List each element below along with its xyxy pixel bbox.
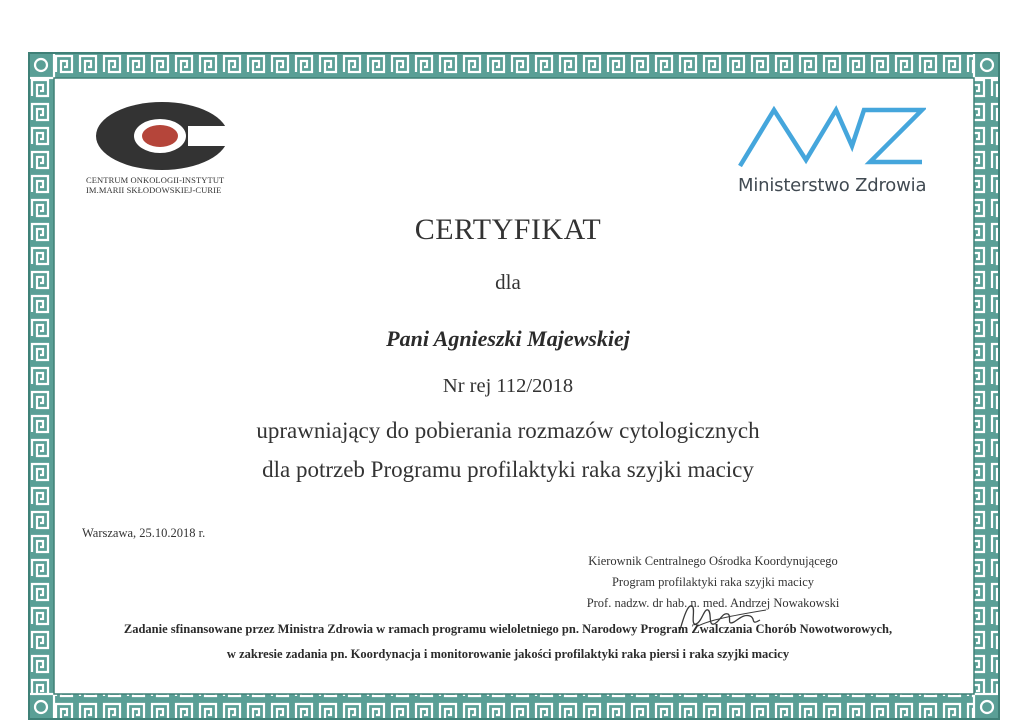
coi-logo (86, 100, 246, 200)
mz-emblem-icon (736, 104, 926, 170)
footer-funding-line-2: w zakresie zadania pn. Koordynacja i monitorowanie jakości profilaktyki raka piersi i raka szyjki macicy (226, 647, 790, 661)
place-and-date: Warszawa, 25.10.2018 r. (82, 526, 206, 540)
footer-funding-line-1: Zadanie sfinansowane przez Ministra Zdrowia w ramach programu wieloletniego pn. Narodowy Program Zwalczania Chorób Nowotworowych, (123, 622, 893, 636)
signatory-program: Program profilaktyki raka szyjki macicy (611, 575, 815, 589)
registration-number: Nr rej 112/2018 (442, 375, 574, 397)
mz-logo (732, 104, 932, 200)
recipient-name: Pani Agnieszki Majewskiej (386, 326, 630, 351)
for-label: dla (495, 270, 521, 294)
purpose-line-2: dla potrzeb Programu profilaktyki raka szyjki macicy (262, 457, 754, 482)
coi-caption-line1: CENTRUM ONKOLOGII-INSTYTUT (86, 175, 225, 185)
coi-caption-line2: IM.MARII SKŁODOWSKIEJ-CURIE (86, 184, 222, 195)
mz-caption: Ministerstwo Zdrowia (738, 175, 927, 196)
signatory-role: Kierownik Centralnego Ośrodka Koordynującego (588, 554, 838, 568)
signatory-name: Prof. nadzw. dr hab. n. med. Andrzej Nowakowski (586, 596, 840, 610)
coi-emblem-icon (92, 100, 232, 174)
purpose-line-1: uprawniający do pobierania rozmazów cytologicznych (256, 418, 760, 443)
certificate-title: CERTYFIKAT (414, 213, 602, 246)
